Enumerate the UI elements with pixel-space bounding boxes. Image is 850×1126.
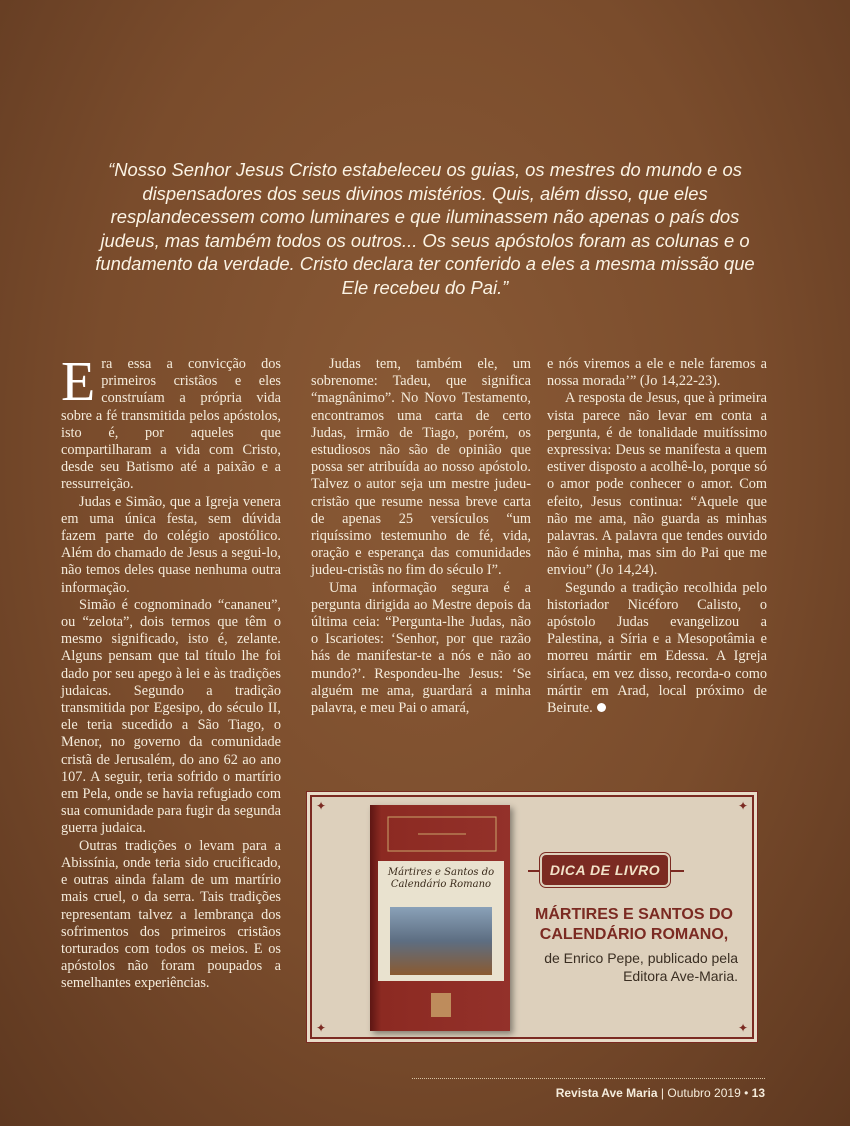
article-paragraph <box>61 351 281 494</box>
page-footer <box>412 1086 765 1100</box>
book-cover-artwork <box>390 907 492 975</box>
article-paragraph: Judas tem, também ele, um sobrenome: Tadeu, que significa “magnânimo”. No Novo Testamento, encontramos uma carta de certo Judas, irmão de Tiago, porém, os estudiosos não são de opinião que possa ser atribuída ao nosso apóstolo. Talvez o autor seja um mestre judeu-cristão que resume nessa breve carta de apenas 25 versículos “um riquíssimo testemunho de fé, vida, oração e esperança das comunidades judeu-cristãs no fim do século I”. <box>311 356 531 579</box>
book-title: MÁRTIRES E SANTOS DO CALENDÁRIO ROMANO, <box>535 906 733 943</box>
paragraph-text: Segundo a tradição recolhida pelo historiador Nicéforo Calisto, o apóstolo Judas evangelizou a Palestina, a Síria e a Mesopotâmia e morreu mártir em Edessa. A Igreja siríaca, em vez disso, recorda-o como mártir em Arad, local próximo de Beirute. <box>547 579 767 717</box>
book-credits: de Enrico Pepe, publicado pela Editora Ave-Maria. <box>544 950 738 984</box>
article-paragraph: Judas e Simão, que a Igreja venera em uma única festa, sem dúvida fazem parte do colégio apostólico. Além do chamado de Jesus a segui-lo, não temos deles quase nenhuma outra informação. <box>61 493 281 596</box>
corner-ornament-icon: ✦ <box>315 1021 327 1035</box>
drop-cap: E <box>61 351 96 413</box>
book-cover-image <box>370 805 510 1031</box>
corner-ornament-icon: ✦ <box>315 799 327 813</box>
article-paragraph: A resposta de Jesus, que à primeira vista parece não levar em conta a pergunta, é de tonalidade muitíssimo expressiva: Deus se manifesta a quem estiver disposto a acolhê-lo, porque só o amor pode conhecer o amor. Com efeito, Jesus continua: “Aquele que não me ama, não guarda as minhas palavras. A palavra que tendes ouvido não é minha, mas sim do Pai que me enviou” (Jo 14,24). <box>547 390 767 579</box>
article-paragraph: Uma informação segura é a pergunta dirigida ao Mestre depois da última ceia: “Pergunta-lhe Judas, não o Iscariotes: ‘Senhor, por que razão hás de manifestar-te a nós e não ao mundo?’. Respondeu-lhe Jesus: ‘Se alguém me ama, guardará a minha palavra, e meu Pai o amará, <box>311 579 531 717</box>
footer-divider <box>412 1078 765 1079</box>
tag-divider <box>528 870 542 872</box>
end-mark-icon <box>597 703 606 712</box>
book-tip-box <box>310 795 754 1039</box>
footer-separator: | <box>660 1086 665 1100</box>
pull-quote: “Nosso Senhor Jesus Cristo estabeleceu os guias, os mestres do mundo e os dispensadores dos seus divinos mistérios. Quis, além disso, que eles resplandecessem como luminares e que iluminassem não apenas o país dos judeus, mas também todos os outros... Os seus apóstolos foram as colunas e o fundamento da verdade. Cristo declara ter conferido a eles a mesma missão que Ele recebeu do Pai.” <box>95 159 755 298</box>
article-paragraph: Outras tradições o levam para a Abissínia, onde teria sido crucificado, e outras ainda falam de um martírio mais cruel, o da serra. Tais tradições representam talvez a lembrança dos sofrimentos dos primeiros cristãos torturados com todos os meios. E os apóstolos não foram poupados a semelhantes experiências. <box>61 837 281 992</box>
tag-divider <box>670 870 684 872</box>
article-column-3 <box>547 356 767 717</box>
article-column-2 <box>311 356 531 717</box>
book-cover-title: Mártires e Santos do Calendário Romano <box>387 867 495 890</box>
paragraph-text: ra essa a convicção dos primeiros cristãos e eles construíam a própria vida sobre a fé transmitida pelos apóstolos, isto é, por aqueles que compartilharam a vida com Cristo, desde seu Batismo até a paixão e a ressurreição. <box>61 356 281 493</box>
page-number: 13 <box>751 1086 765 1100</box>
article-paragraph <box>547 580 767 718</box>
publisher-logo-icon <box>378 985 504 1027</box>
corner-ornament-icon: ✦ <box>737 1021 749 1035</box>
book-tip-tag: DICA DE LIVRO <box>542 855 668 885</box>
article-paragraph: Simão é cognominado “cananeu”, ou “zelota”, dois termos que têm o mesmo significado, isto é, zelante. Alguns pensam que tal título lhe foi dado por seu apego à lei e às tradições judaicas. Segundo a tradição transmitida por Egesipo, do século II, ele teria sucedido a São Tiago, o Menor, no governo da comunidade cristã de Jerusalém, do ano 62 ao ano 107. A seguir, teria sofrido o martírio em Pela, onde se havia refugiado com sua comunidade para fugir da segunda guerra judaica. <box>61 596 281 837</box>
magazine-name: Revista Ave Maria <box>555 1086 658 1100</box>
article-column-1 <box>61 351 281 993</box>
book-ornament-icon <box>378 811 506 857</box>
issue-date: Outubro 2019 <box>667 1086 741 1100</box>
article-paragraph: e nós viremos a ele e nele faremos a nossa morada’” (Jo 14,22-23). <box>547 356 767 390</box>
book-cover-panel <box>378 861 504 981</box>
footer-bullet: • <box>744 1086 749 1100</box>
corner-ornament-icon: ✦ <box>737 799 749 813</box>
